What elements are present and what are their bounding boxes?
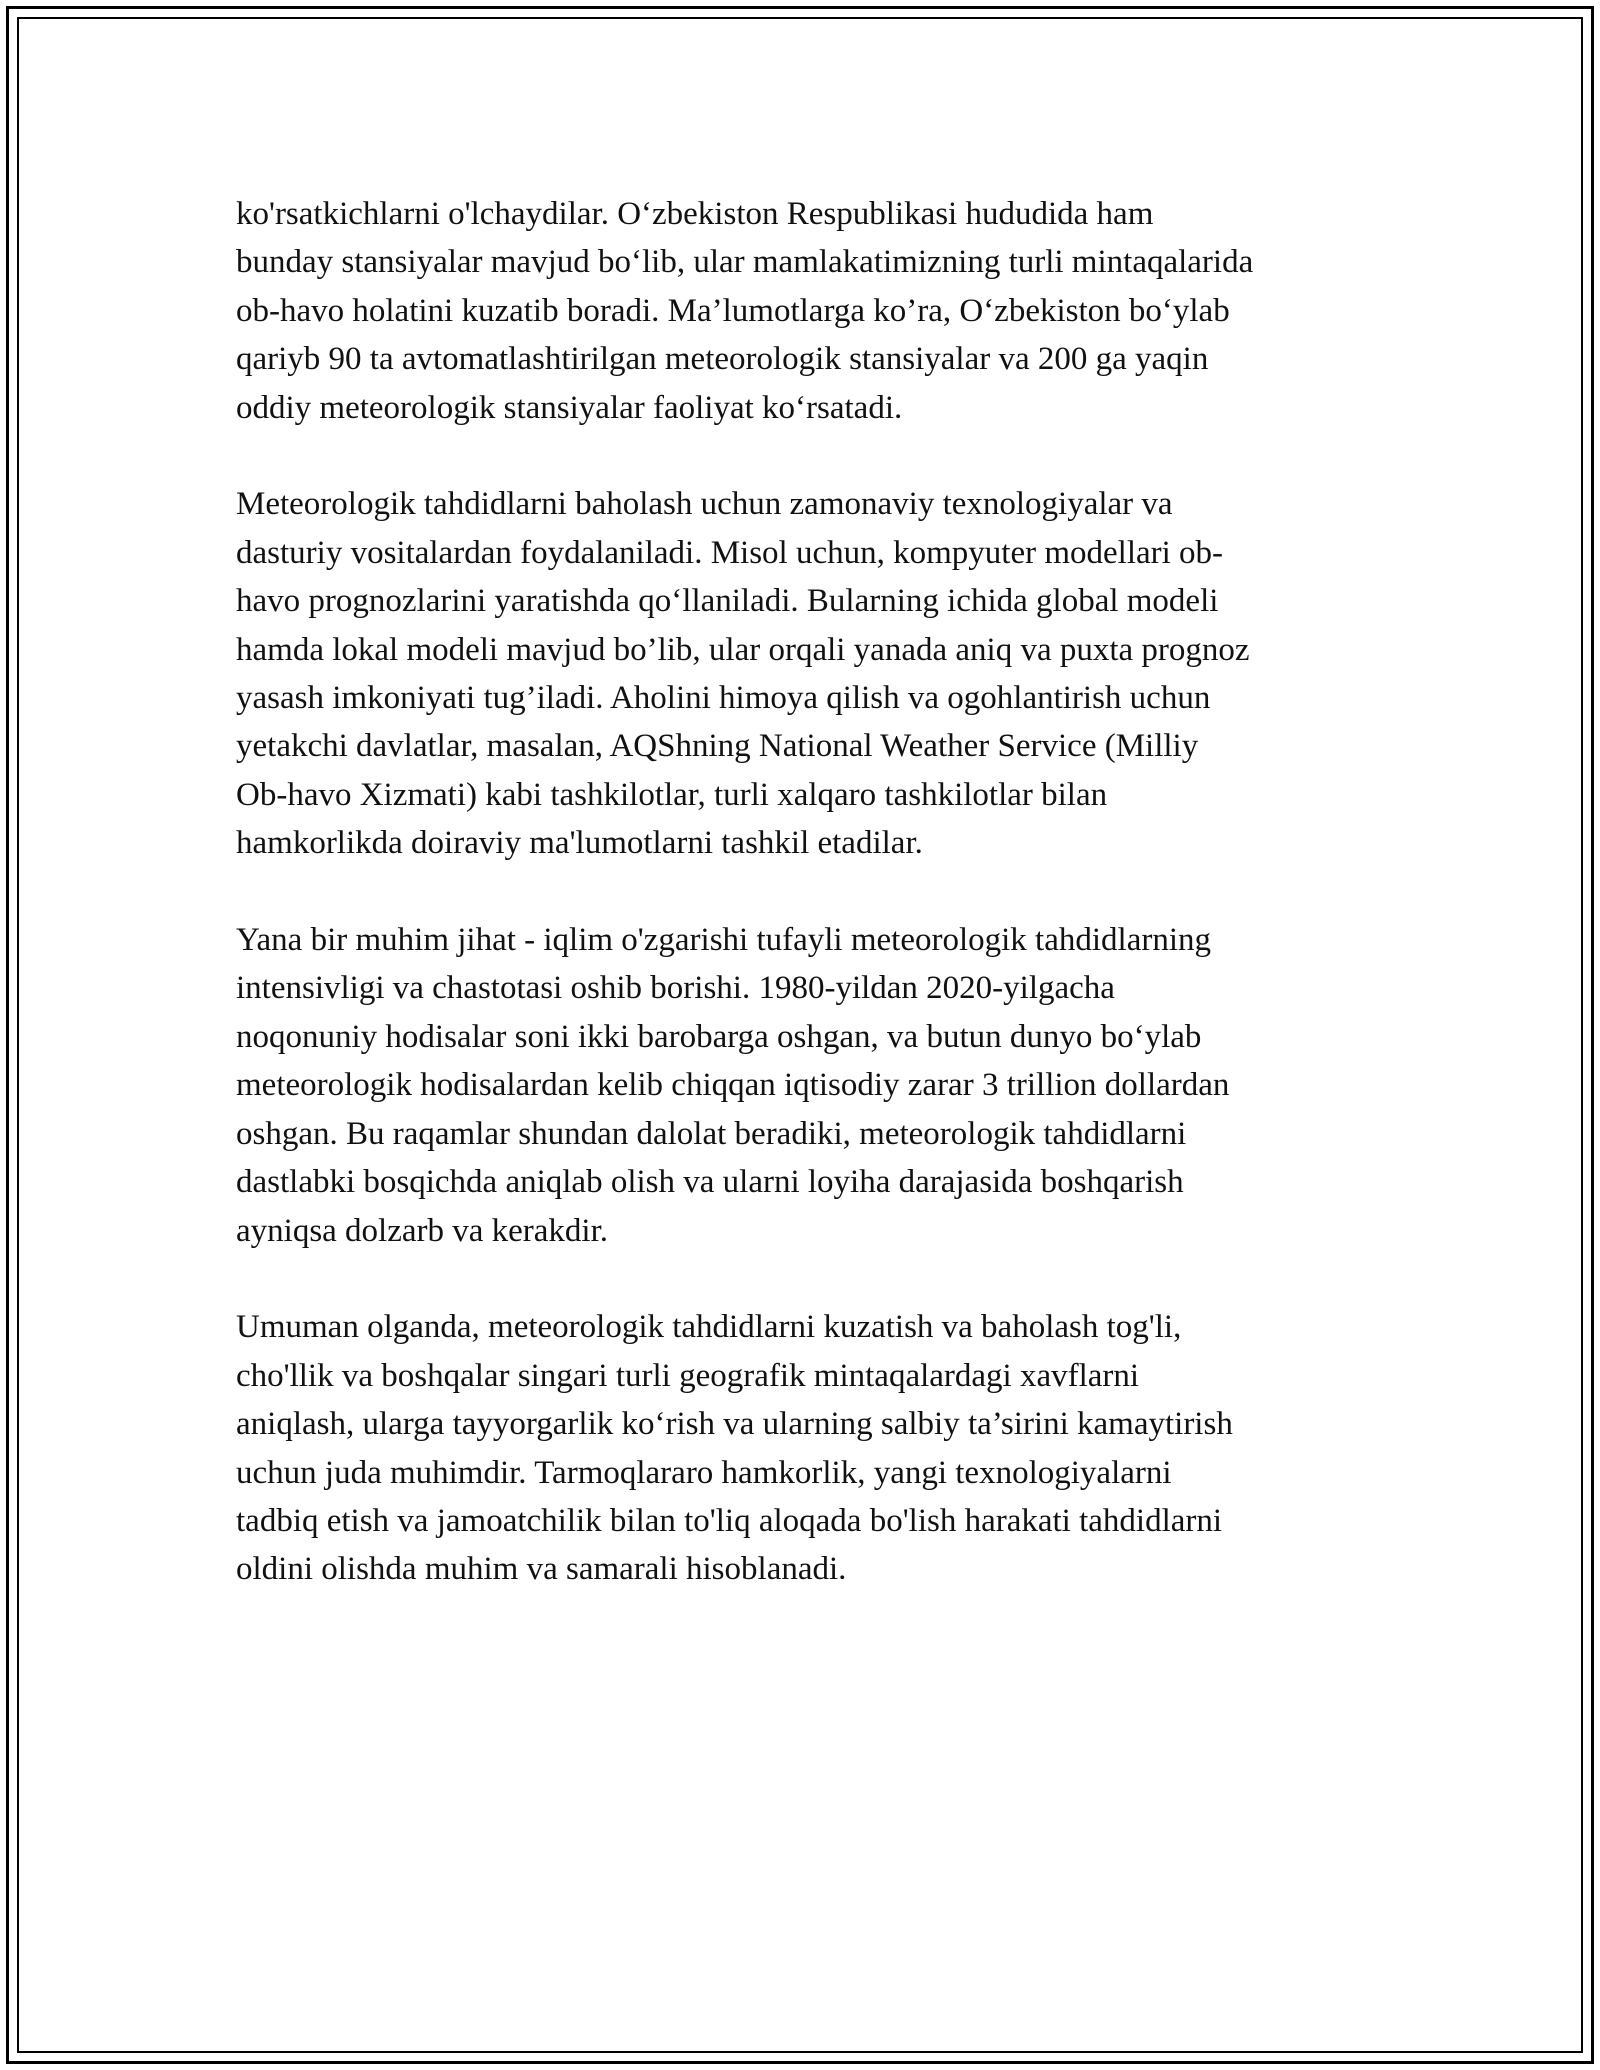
text-line: oldini olishda muhim va samarali hisoblanadi. <box>236 1551 847 1588</box>
text-line: yetakchi davlatlar, masalan, AQShning National Weather Service (Milliy <box>236 728 1199 765</box>
text-line: cho'llik va boshqalar singari turli geografik mintaqalardagi xavflarni <box>236 1357 1140 1394</box>
text-line: meteorologik hodisalardan kelib chiqqan iqtisodiy zarar 3 trillion dollardan <box>236 1067 1230 1104</box>
text-line: tadbiq etish va jamoatchilik bilan to'liq aloqada bo'lish harakati tahdidlarni <box>236 1502 1223 1539</box>
text-line: ko'rsatkichlarni o'lchaydilar. O‘zbekiston Respublikasi hududida ham <box>236 196 1154 232</box>
text-line: havo prognozlarini yaratishda qo‘llaniladi. Bularning ichida global modeli <box>236 583 1219 620</box>
paragraph-3 <box>236 916 1386 1255</box>
text-line: Yana bir muhim jihat - iqlim o'zgarishi tufayli meteorologik tahdidlarning <box>236 922 1212 959</box>
text-line: qariyb 90 ta avtomatlashtirilgan meteorologik stansiyalar va 200 ga yaqin <box>236 341 1209 378</box>
text-line: bunday stansiyalar mavjud bo‘lib, ular mamlakatimizning turli mintaqalarida <box>236 244 1254 281</box>
text-line: noqonuniy hodisalar soni ikki barobarga oshgan, va butun dunyo bo‘ylab <box>236 1018 1202 1055</box>
text-line: uchun juda muhimdir. Tarmoqlararo hamkorlik, yangi texnologiyalarni <box>236 1454 1172 1491</box>
text-line: hamda lokal modeli mavjud bo’lib, ular orqali yanada aniq va puxta prognoz <box>236 631 1250 668</box>
text-line: hamkorlikda doiraviy ma'lumotlarni tashkil etadilar. <box>236 825 923 862</box>
text-line: intensivligi va chastotasi oshib borishi. 1980-yildan 2020-yilgacha <box>236 970 1115 1007</box>
text-line: yasash imkoniyati tug’iladi. Aholini himoya qilish va ogohlantirish uchun <box>236 680 1211 717</box>
text-line: dasturiy vositalardan foydalaniladi. Misol uchun, kompyuter modellari ob- <box>236 534 1224 571</box>
text-line: ob-havo holatini kuzatib boradi. Ma’lumotlarga ko’ra, O‘zbekiston bo‘ylab <box>236 292 1230 329</box>
text-line: Meteorologik tahdidlarni baholash uchun zamonaviy texnologiyalar va <box>236 486 1173 523</box>
text-line: dastlabki bosqichda aniqlab olish va ularni loyiha darajasida boshqarish <box>236 1164 1184 1201</box>
text-line: Ob-havo Xizmati) kabi tashkilotlar, turli xalqaro tashkilotlar bilan <box>236 776 1108 813</box>
text-line: oddiy meteorologik stansiyalar faoliyat ko‘rsatadi. <box>236 389 903 426</box>
text-line: oshgan. Bu raqamlar shundan dalolat beradiki, meteorologik tahdidlarni <box>236 1115 1187 1152</box>
paragraph-1 <box>236 190 1386 432</box>
document-body <box>236 190 1386 1642</box>
text-line: ayniqsa dolzarb va kerakdir. <box>236 1212 609 1249</box>
text-line: Umuman olganda, meteorologik tahdidlarni kuzatish va baholash tog'li, <box>236 1309 1182 1346</box>
paragraph-2 <box>236 480 1386 867</box>
text-line: aniqlash, ularga tayyorgarlik ko‘rish va ularning salbiy ta’sirini kamaytirish <box>236 1406 1233 1443</box>
paragraph-4 <box>236 1303 1386 1593</box>
